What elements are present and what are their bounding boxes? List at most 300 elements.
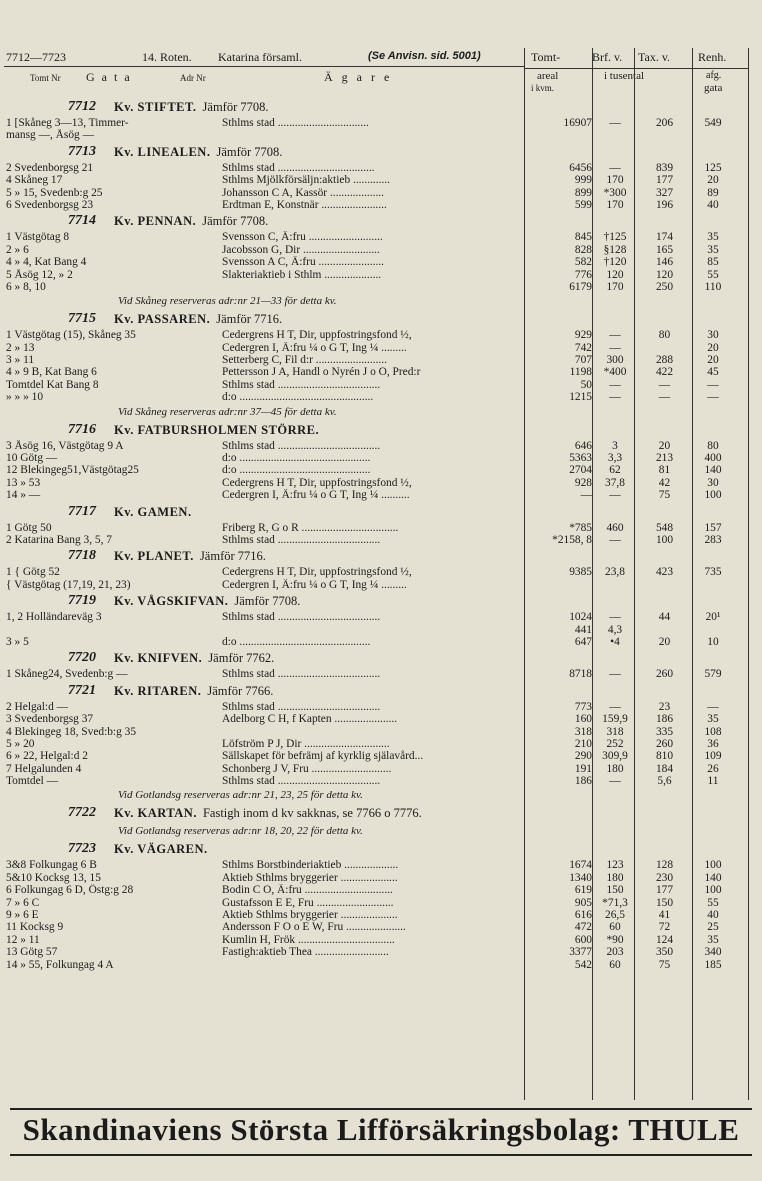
renh-value: 35 bbox=[707, 933, 719, 946]
brf-value: 120 bbox=[606, 268, 624, 281]
property-row bbox=[0, 726, 762, 738]
block-title bbox=[0, 97, 762, 117]
property-row bbox=[0, 713, 762, 725]
renh-value: 85 bbox=[707, 256, 719, 269]
owner: Andersson F O o E W, Fru ..................... bbox=[222, 921, 406, 934]
property-row bbox=[0, 129, 762, 141]
brf-value: 159,9 bbox=[602, 713, 628, 726]
owner: Erdtman E, Konstnär ....................... bbox=[222, 198, 387, 211]
property-row bbox=[0, 859, 762, 871]
renh-value: 140 bbox=[704, 871, 722, 884]
block-7720 bbox=[0, 648, 762, 680]
area-value: 1215 bbox=[569, 391, 592, 404]
tax-value: 213 bbox=[655, 452, 674, 465]
tomt-street: » » » 10 bbox=[6, 391, 44, 404]
renh-value: 100 bbox=[704, 859, 722, 872]
tomt-street: 1 Skåneg24, Svedenb:g — bbox=[6, 668, 128, 681]
brf-value: 60 bbox=[609, 958, 621, 971]
tax-value: 44 bbox=[658, 611, 671, 624]
owner: Cedergren I, Ä:fru ¼ o G T, Ing ¼ .......... bbox=[222, 489, 410, 502]
brf-value: — bbox=[609, 117, 621, 129]
tomt-street: 13 » 53 bbox=[6, 476, 41, 489]
instructions-ref: (Se Anvisn. sid. 5001) bbox=[368, 50, 481, 62]
brf-value: — bbox=[609, 391, 621, 404]
tomt-street: 2 Svedenborgsg 21 bbox=[6, 161, 94, 174]
property-row bbox=[0, 162, 762, 174]
owner: Johansson C A, Kassör ................... bbox=[222, 186, 385, 199]
brf-value: 4,3 bbox=[607, 623, 623, 636]
area-value: 2704 bbox=[569, 464, 592, 477]
property-row bbox=[0, 366, 762, 378]
area-value: 1674 bbox=[569, 859, 592, 872]
block-title bbox=[0, 502, 762, 522]
block-number: 7722 bbox=[68, 805, 96, 821]
renh-value: 30 bbox=[707, 329, 719, 342]
tax-value: 810 bbox=[655, 750, 674, 763]
tax-value: 165 bbox=[655, 243, 674, 256]
tomt-street: 1 [Skåneg 3—13, Timmer- bbox=[6, 117, 129, 129]
renh-value: 100 bbox=[704, 884, 722, 897]
brf-value: 460 bbox=[606, 521, 624, 534]
brf-value: †125 bbox=[603, 231, 627, 244]
property-row bbox=[0, 269, 762, 281]
owner: Svensson A C, Ä:fru ....................... bbox=[222, 256, 385, 269]
brf-value: 60 bbox=[609, 921, 621, 934]
tomt-street: 2 » 6 bbox=[6, 243, 29, 256]
property-row bbox=[0, 611, 762, 623]
col-gata-header: G a t a bbox=[86, 70, 132, 84]
property-row bbox=[0, 897, 762, 909]
block-name bbox=[114, 591, 300, 611]
tomt-street: 3 » 5 bbox=[6, 635, 29, 648]
tax-value: 230 bbox=[655, 871, 674, 884]
property-row bbox=[0, 934, 762, 946]
owner: Sällskapet för befrämj af kyrklig själavård... bbox=[222, 750, 424, 763]
area-value: 646 bbox=[574, 439, 592, 452]
col-agare-header: Ä g a r e bbox=[324, 70, 393, 84]
area-value: 160 bbox=[574, 713, 592, 726]
area-value: 647 bbox=[574, 635, 592, 648]
tomt-street: 9 » 6 E bbox=[6, 909, 39, 922]
area-value: 542 bbox=[574, 958, 592, 971]
tomt-street: 3 Åsög 16, Västgötag 9 A bbox=[6, 439, 124, 452]
header-right-rule bbox=[524, 68, 748, 69]
renh-value: 55 bbox=[707, 896, 719, 909]
property-row bbox=[0, 946, 762, 958]
owner: Sthlms stad ................................ bbox=[222, 117, 369, 129]
area-value: 5363 bbox=[569, 452, 592, 465]
renh-value: 20 bbox=[707, 341, 719, 354]
block-note-text: Vid Gotlandsg reserveras adr:nr 18, 20, 22 för detta kv. bbox=[118, 825, 363, 838]
tax-value: 120 bbox=[655, 268, 674, 281]
brf-value: 180 bbox=[606, 762, 624, 775]
owner: Cedergrens H T, Dir, uppfostringsfond ½, bbox=[222, 566, 412, 579]
property-row bbox=[0, 738, 762, 750]
block-name bbox=[114, 648, 274, 668]
owner: Sthlms stad .................................... bbox=[222, 775, 381, 788]
area-value: 186 bbox=[574, 775, 592, 788]
renh-value: 40 bbox=[707, 198, 719, 211]
tax-value: 81 bbox=[658, 464, 671, 477]
col-tusental-header: i tusental bbox=[604, 70, 645, 82]
block-number: 7712 bbox=[68, 99, 96, 114]
tomt-street: Tomtdel — bbox=[6, 775, 59, 788]
owner: Sthlms stad .................................... bbox=[222, 533, 381, 546]
brf-value: — bbox=[609, 668, 621, 681]
property-row bbox=[0, 174, 762, 186]
brf-value: *300 bbox=[603, 186, 627, 199]
header-top-rule bbox=[4, 66, 524, 67]
tomt-street: 7 » 6 C bbox=[6, 896, 40, 909]
block-name-text: Kv. PENNAN. bbox=[114, 214, 197, 229]
area-value: 1024 bbox=[569, 611, 592, 624]
owner: Aktieb Sthlms bryggerier .................... bbox=[222, 909, 398, 922]
owner: Fastigh:aktieb Thea .......................... bbox=[222, 946, 389, 959]
block-number: 7713 bbox=[68, 143, 96, 159]
renh-value: 89 bbox=[707, 186, 719, 199]
block-number: 7719 bbox=[68, 593, 96, 609]
block-reference: Jämför 7766. bbox=[207, 683, 274, 698]
brf-value: 170 bbox=[606, 174, 624, 187]
renh-value: 35 bbox=[707, 713, 719, 726]
area-value: 50 bbox=[580, 378, 592, 391]
block-name-text: Kv. KARTAN. bbox=[114, 806, 197, 821]
owner: Adelborg C H, f Kapten ...................... bbox=[222, 713, 398, 726]
block-name-text: Kv. LINEALEN. bbox=[114, 144, 211, 159]
block-name-text: Kv. PASSAREN. bbox=[114, 312, 211, 327]
property-row bbox=[0, 342, 762, 354]
block-note bbox=[0, 293, 762, 309]
brf-value: 37,8 bbox=[605, 476, 625, 489]
property-row bbox=[0, 231, 762, 243]
tax-value: 23 bbox=[658, 700, 671, 713]
owner: Sthlms stad .................................... bbox=[222, 611, 381, 624]
brf-value: *90 bbox=[606, 933, 624, 946]
col-tomt-header: Tomt- bbox=[531, 50, 561, 64]
owner: Jacobsson G, Dir ........................... bbox=[222, 243, 380, 256]
tomt-street: 2 Helgal:d — bbox=[6, 700, 69, 713]
area-value: 928 bbox=[574, 476, 592, 489]
property-row bbox=[0, 117, 762, 129]
brf-value: 318 bbox=[606, 725, 624, 738]
renh-value: 45 bbox=[707, 366, 719, 379]
block-title bbox=[0, 681, 762, 701]
col-tomtnr-header: Tomt Nr bbox=[30, 73, 61, 83]
block-list bbox=[0, 97, 762, 971]
tax-value: — bbox=[658, 378, 671, 391]
tomt-street: 1 Västgötag (15), Skåneg 35 bbox=[6, 329, 136, 342]
block-reference: Jämför 7708. bbox=[202, 100, 269, 114]
block-7721 bbox=[0, 681, 762, 804]
property-row bbox=[0, 391, 762, 403]
owner: Sthlms stad .................................... bbox=[222, 700, 381, 713]
tomt-street: 14 » 55, Folkungag 4 A bbox=[6, 958, 114, 971]
brf-value: 170 bbox=[606, 280, 624, 293]
property-row bbox=[0, 256, 762, 268]
renh-value: 340 bbox=[704, 946, 722, 959]
block-7714 bbox=[0, 211, 762, 309]
brf-value: 252 bbox=[606, 737, 624, 750]
col-arg-header: afg. bbox=[706, 70, 722, 81]
renh-value: 283 bbox=[704, 533, 722, 546]
tomt-street: 1, 2 Holländareväg 3 bbox=[6, 611, 102, 624]
tax-value: 177 bbox=[655, 174, 674, 187]
renh-value: 20¹ bbox=[705, 611, 721, 624]
tax-value: 184 bbox=[655, 762, 674, 775]
property-row bbox=[0, 579, 762, 591]
block-title bbox=[0, 591, 762, 611]
owner: Cedergrens H T, Dir, uppfostringsfond ½, bbox=[222, 329, 412, 342]
block-7719 bbox=[0, 591, 762, 648]
owner: Cedergren I, Ä:fru ¼ o G T, Ing ¼ ......... bbox=[222, 578, 407, 591]
property-row bbox=[0, 489, 762, 501]
block-number: 7718 bbox=[68, 548, 96, 564]
brf-value: 180 bbox=[606, 871, 624, 884]
tax-value: 100 bbox=[655, 533, 674, 546]
tomt-street: 4 » 9 B, Kat Bang 6 bbox=[6, 366, 97, 379]
renh-value: 20 bbox=[707, 174, 719, 187]
owner: Sthlms Mjölkförsäljn:aktieb ............. bbox=[222, 174, 391, 187]
tax-value: 422 bbox=[655, 366, 674, 379]
tax-value: 128 bbox=[655, 859, 674, 872]
tomt-street: 6 » 8, 10 bbox=[6, 280, 46, 293]
brf-value: — bbox=[609, 700, 621, 713]
tomt-street: 5 Åsög 12, » 2 bbox=[6, 268, 73, 281]
renh-value: — bbox=[707, 391, 719, 404]
block-name bbox=[114, 803, 422, 823]
property-row bbox=[0, 884, 762, 896]
owner: Slakteriaktieb i Sthlm .................... bbox=[222, 268, 382, 281]
property-row bbox=[0, 452, 762, 464]
tax-value: 124 bbox=[655, 933, 674, 946]
tomt-street: 6 Folkungag 6 D, Östg:g 28 bbox=[6, 884, 134, 897]
footer-top-rule bbox=[10, 1108, 752, 1110]
tax-value: 20 bbox=[658, 439, 671, 452]
area-value: 776 bbox=[574, 268, 592, 281]
owner: d:o ............................................... bbox=[222, 391, 374, 404]
block-name-text: Kv. RITAREN. bbox=[114, 683, 202, 698]
brf-value: 23,8 bbox=[605, 566, 625, 579]
brf-value: — bbox=[609, 489, 621, 502]
property-row bbox=[0, 921, 762, 933]
brf-value: — bbox=[609, 378, 621, 391]
property-row bbox=[0, 701, 762, 713]
area-value: 707 bbox=[574, 354, 592, 367]
owner: Cedergren I, Ä:fru ¼ o G T, Ing ¼ ......... bbox=[222, 341, 407, 354]
renh-value: 185 bbox=[704, 958, 722, 971]
block-name-text: Kv. STIFTET. bbox=[114, 100, 197, 114]
tomt-street: Tomtdel Kat Bang 8 bbox=[6, 378, 99, 391]
tax-value: 196 bbox=[655, 198, 674, 211]
block-number: 7717 bbox=[68, 503, 96, 519]
block-note bbox=[0, 787, 762, 803]
owner: Sthlms stad .................................... bbox=[222, 439, 381, 452]
tax-value: 75 bbox=[658, 958, 671, 971]
area-value: 3377 bbox=[569, 946, 592, 959]
tax-value: 260 bbox=[655, 668, 674, 681]
renh-value: 20 bbox=[707, 354, 719, 367]
block-7712 bbox=[0, 97, 762, 142]
col-renh-header: Renh. bbox=[698, 50, 727, 64]
area-value: 616 bbox=[574, 909, 592, 922]
brf-value: — bbox=[609, 161, 621, 174]
owner: Pettersson J A, Handl o Nyrén J o O, Pred:r bbox=[222, 366, 421, 379]
area-value: 828 bbox=[574, 243, 592, 256]
property-row bbox=[0, 440, 762, 452]
tomt-street: 6 Svedenborgsg 23 bbox=[6, 198, 94, 211]
owner: Schonberg J V, Fru ............................ bbox=[222, 762, 392, 775]
area-value: 899 bbox=[574, 186, 592, 199]
tomt-street: 1 Götg 50 bbox=[6, 521, 52, 534]
renh-value: 25 bbox=[707, 921, 719, 934]
area-value: 210 bbox=[574, 737, 592, 750]
owner: Gustafsson E E, Fru ........................... bbox=[222, 896, 394, 909]
tomt-street: 5 » 20 bbox=[6, 737, 35, 750]
property-row bbox=[0, 329, 762, 341]
owner: Kumlin H, Frök .................................. bbox=[222, 933, 395, 946]
block-note bbox=[0, 823, 762, 839]
area-value: 290 bbox=[574, 750, 592, 763]
renh-value: — bbox=[707, 700, 719, 713]
owner: Sthlms Borstbinderiaktieb ................... bbox=[222, 859, 399, 872]
brf-value: §128 bbox=[603, 243, 627, 256]
renh-value: 125 bbox=[704, 161, 722, 174]
tomt-street: 7 Helgalunden 4 bbox=[6, 762, 82, 775]
block-reference: Jämför 7708. bbox=[234, 594, 301, 609]
tomt-street: 6 » 22, Helgal:d 2 bbox=[6, 750, 88, 763]
tomt-street: 4 » 4, Kat Bang 4 bbox=[6, 256, 87, 269]
block-note-text: Vid Skåneg reserveras adr:nr 21—33 för detta kv. bbox=[118, 295, 337, 308]
block-number: 7716 bbox=[68, 421, 96, 437]
block-name bbox=[114, 420, 319, 440]
tomt-street: 12 » 11 bbox=[6, 933, 40, 946]
block-title bbox=[0, 648, 762, 668]
owner: Aktieb Sthlms bryggerier .................... bbox=[222, 871, 398, 884]
brf-value: — bbox=[609, 341, 621, 354]
brf-value: 123 bbox=[606, 859, 624, 872]
renh-value: 80 bbox=[707, 439, 719, 452]
block-name-text: Kv. VÄGAREN. bbox=[114, 842, 208, 857]
page-header bbox=[0, 50, 762, 66]
tax-value: 260 bbox=[655, 737, 674, 750]
tax-value: 41 bbox=[658, 909, 671, 922]
renh-value: 110 bbox=[704, 280, 722, 293]
block-number: 7720 bbox=[68, 650, 96, 666]
owner: Svensson C, Ä:fru .......................... bbox=[222, 231, 383, 244]
tax-value: 327 bbox=[655, 186, 674, 199]
block-note-text: Vid Gotlandsg reserveras adr:nr 21, 23, 25 för detta kv. bbox=[118, 789, 363, 802]
brf-value: 203 bbox=[606, 946, 624, 959]
owner: d:o .............................................. bbox=[222, 635, 371, 648]
area-value: 9385 bbox=[569, 566, 592, 579]
tax-value: 288 bbox=[655, 354, 674, 367]
area-value: 8718 bbox=[569, 668, 592, 681]
footer-advert bbox=[10, 1108, 752, 1160]
area-value: 318 bbox=[574, 725, 592, 738]
tax-value: 206 bbox=[655, 117, 674, 129]
property-row bbox=[0, 464, 762, 476]
renh-value: 100 bbox=[704, 489, 722, 502]
brf-value: †120 bbox=[603, 256, 627, 269]
area-value: 191 bbox=[574, 762, 592, 775]
owner: Sthlms stad .................................. bbox=[222, 161, 375, 174]
block-name bbox=[114, 681, 273, 701]
area-value: 929 bbox=[574, 329, 592, 342]
property-row bbox=[0, 522, 762, 534]
tomt-street: { Västgötag (17,19, 21, 23) bbox=[6, 578, 131, 591]
tomt-street: 5&10 Kocksg 13, 15 bbox=[6, 871, 101, 884]
block-reference: Jämför 7716. bbox=[199, 549, 266, 564]
block-7723 bbox=[0, 839, 762, 971]
area-value: 845 bbox=[574, 231, 592, 244]
area-value: 1340 bbox=[569, 871, 592, 884]
brf-value: 3,3 bbox=[607, 452, 623, 465]
renh-value: — bbox=[707, 378, 719, 391]
block-name-text: Kv. FATBURSHOLMEN STÖRRE. bbox=[114, 422, 320, 437]
property-row bbox=[0, 636, 762, 648]
block-number: 7721 bbox=[68, 682, 96, 698]
tomt-street: 10 Götg — bbox=[6, 452, 58, 465]
renh-value: 140 bbox=[704, 464, 722, 477]
advert-text: Skandinaviens Största Lifförsäkringsbolag: THULE bbox=[22, 1112, 740, 1147]
block-title bbox=[0, 309, 762, 329]
owner: Cedergrens H T, Dir, uppfostringsfond ½, bbox=[222, 476, 412, 489]
renh-value: 157 bbox=[704, 521, 722, 534]
tax-value: 72 bbox=[658, 921, 671, 934]
renh-value: 400 bbox=[704, 452, 722, 465]
tax-value: 548 bbox=[655, 521, 674, 534]
block-title bbox=[0, 142, 762, 162]
block-name bbox=[114, 211, 268, 231]
area-value: 6179 bbox=[569, 280, 592, 293]
tax-value: 42 bbox=[658, 476, 671, 489]
block-reference: Jämför 7708. bbox=[202, 214, 269, 229]
renh-value: 549 bbox=[704, 117, 722, 129]
property-row bbox=[0, 959, 762, 971]
property-row bbox=[0, 477, 762, 489]
renh-value: 579 bbox=[704, 668, 722, 681]
owner: d:o .............................................. bbox=[222, 452, 371, 465]
brf-value: •4 bbox=[610, 635, 620, 648]
footer-bottom-rule bbox=[10, 1154, 752, 1156]
brf-value: *400 bbox=[603, 366, 627, 379]
area-value: *2158, 8 bbox=[552, 533, 592, 546]
block-title bbox=[0, 420, 762, 440]
owner: Löfström P J, Dir .............................. bbox=[222, 737, 390, 750]
block-title bbox=[0, 211, 762, 231]
block-name bbox=[114, 97, 269, 117]
block-reference: Jämför 7716. bbox=[216, 312, 283, 327]
renh-value: 35 bbox=[707, 243, 719, 256]
block-7715 bbox=[0, 309, 762, 419]
property-row bbox=[0, 354, 762, 366]
area-value: 599 bbox=[574, 198, 592, 211]
property-row bbox=[0, 244, 762, 256]
tax-value: 174 bbox=[655, 231, 674, 244]
tax-value: 146 bbox=[655, 256, 674, 269]
tax-value: — bbox=[658, 391, 671, 404]
block-number: 7714 bbox=[68, 213, 96, 229]
tax-value: 423 bbox=[655, 566, 674, 579]
renh-value: 35 bbox=[707, 231, 719, 244]
area-value: 582 bbox=[574, 256, 592, 269]
block-name bbox=[114, 502, 192, 522]
renh-value: 40 bbox=[707, 909, 719, 922]
property-row bbox=[0, 775, 762, 787]
block-name bbox=[114, 839, 208, 859]
property-row bbox=[0, 668, 762, 680]
tomt-street: 3 » 11 bbox=[6, 354, 35, 367]
